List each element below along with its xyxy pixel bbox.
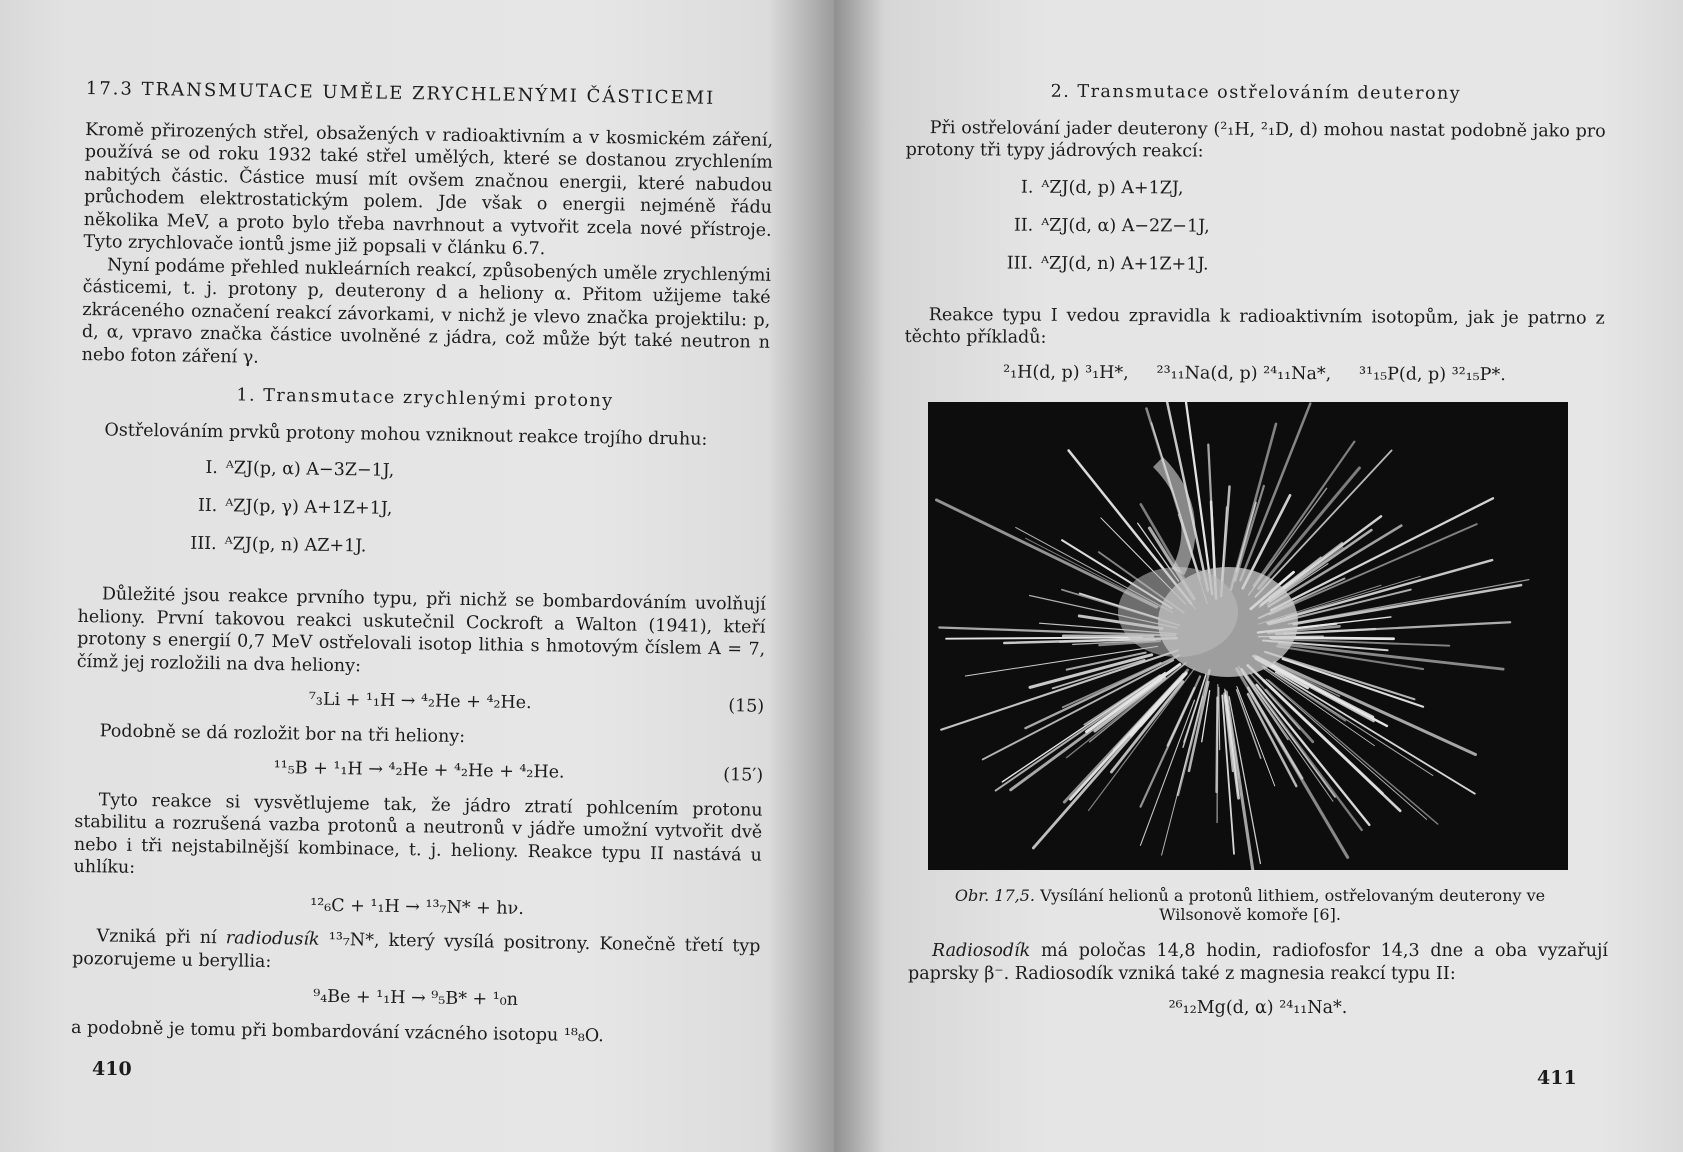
paragraph [908, 940, 1608, 985]
paragraph-text: Vzniká při ní [96, 926, 226, 949]
italic-term: radiodusík [225, 928, 320, 950]
paragraph [72, 925, 761, 981]
paragraph: Důležité jsou reakce prvního typu, při nichž se bombardováním uvolňují heliony. První takovou reakci uskutečnil Cockroft a Walton (1941), kteří protony s energií 0,7 MeV ostřelovali isotop lithia s hmotovým číslem A = 7, čímž jej rozložili na dva heliony: [76, 584, 766, 676]
reaction-formula: ᴬZJ(p, α) A−3Z−1J, [225, 458, 395, 481]
equation-formula: ¹²₆C + ¹₁H → ¹³₇N* + hν. [310, 895, 525, 919]
reaction-item [995, 252, 1605, 293]
equation-number: (15′) [723, 765, 764, 786]
reaction-formula: ᴬZJ(d, α) A−2Z−1J, [1041, 215, 1210, 237]
equation [904, 360, 1604, 386]
right-page-lower-content [908, 940, 1608, 1032]
reaction-item [995, 176, 1605, 217]
paragraph: Kromě přirozených střel, obsažených v radioaktivním a v kosmickém záření, používá se od roku 1932 také střel umělých, které se dostanou zrychlením nabitých částic. Částice musí mít ovšem značnou energii, které nabudou průchodem elektrostatickým polem. Jde však o energii nejméně řádu několika MeV, a proto bylo třeba navrhnout a vytvořit zcela nové přístroje. Tyto zrychlovače iontů jsme již popsali v článku 6.7. [83, 119, 774, 260]
reaction-number: II. [1013, 215, 1034, 236]
cloud-chamber-tracks-image [928, 402, 1568, 870]
paragraph: Podobně se dá rozložit bor na tři heliony: [99, 720, 466, 747]
reaction-list [995, 176, 1606, 293]
equation [71, 982, 759, 1015]
chapter-title: 17.3 TRANSMUTACE UMĚLE ZRYCHLENÝMI ČÁSTICEMI [85, 78, 716, 109]
section-title: 2. Transmutace ostřelováním deuterony [1050, 81, 1462, 104]
reaction-formula: ᴬZJ(p, γ) A+1Z+1J, [225, 496, 393, 519]
section-title: 1. Transmutace zrychlenými protony [236, 385, 614, 412]
reaction-number: III. [1006, 253, 1034, 274]
equation [75, 754, 763, 787]
equation-number: (15) [728, 696, 765, 717]
equation-formula: ⁷₃Li + ¹₁H → ⁴₂He + ⁴₂He. [308, 689, 532, 714]
paragraph: Tyto reakce si vysvětlujeme tak, že jádro ztratí pohlcením protonu stabilitu a rozrušená vazba protonů a neutronů v jádře umožní vytvořit dvě nebo i tři nejstabilnější kombinace, t. j. heliony. Reakce typu II nastává u uhlíku: [73, 789, 763, 878]
reaction-list [178, 457, 768, 580]
equation [73, 890, 761, 923]
paragraph: Při ostřelování jader deuterony (²₁H, ²₁D, d) mohou nastat podobně jako pro protony tři typy jádrových reakcí: [905, 117, 1606, 162]
paragraph: Reakce typu I vedou zpravidla k radioaktivním isotopům, jak je patrno z těchto příkladů: [904, 304, 1605, 348]
reaction-formula: ᴬZJ(d, n) A+1Z+1J. [1040, 253, 1209, 275]
equation-formula: ²₁H(d, p) ³₁H*, ²³₁₁Na(d, p) ²⁴₁₁Na*, ³¹₁₅P(d, p) ³²₁₅P*. [1003, 362, 1506, 385]
reaction-number: I. [205, 457, 219, 479]
equation-formula: ¹¹₅B + ¹₁H → ⁴₂He + ⁴₂He + ⁴₂He. [273, 758, 565, 783]
reaction-item [995, 214, 1605, 255]
reaction-item [178, 533, 767, 580]
paragraph: a podobně je tomu při bombardování vzácného isotopu ¹⁸₈O. [70, 1017, 604, 1046]
reaction-number: II. [197, 495, 218, 517]
figure-caption [940, 886, 1560, 924]
paragraph: Nyní podáme přehled nukleárních reakcí, způsobených uměle zrychlenými částicemi, t. j. protony p, deuterony d a heliony α. Přitom užijeme také zkráceného označení reakcí závorkami, v nichž je vlevo značka projektilu: p, d, α, vpravo značka částice uvolněné z jádra, což může být také neutron n nebo foton záření γ. [81, 254, 772, 368]
caption-label: Obr. 17,5. [954, 886, 1035, 905]
left-page [0, 0, 834, 1152]
paragraph-text: ¹³₇N*, který vysílá positrony. Konečně třetí typ pozorujeme u beryllia: [72, 929, 761, 972]
reaction-number: III. [190, 533, 217, 555]
page-number: 411 [1537, 1067, 1577, 1089]
caption-text: Vysílání helionů a protonů lithiem, ostřelovaným deuterony ve Wilsonově komoře [6]. [1040, 886, 1546, 924]
reaction-formula: ᴬZJ(p, n) AZ+1J. [224, 534, 367, 557]
equation-formula: ⁹₄Be + ¹₁H → ⁹₅B* + ¹₀n [313, 986, 519, 1010]
particle-track [1216, 698, 1217, 792]
paragraph-text: má poločas 14,8 hodin, radiofosfor 14,3 dne a oba vyzařují paprsky β⁻. Radiosodík vzniká také z magnesia reakcí typu II: [908, 941, 1608, 984]
equation-formula: ²⁶₁₂Mg(d, α) ²⁴₁₁Na*. [1168, 998, 1348, 1018]
equation [908, 997, 1608, 1020]
right-page-content [904, 80, 1606, 399]
paragraph: Ostřelováním prvků protony mohou vzniknout reakce trojího druhu: [104, 419, 708, 450]
left-page-content [71, 78, 774, 1050]
italic-term: Radiosodík [932, 941, 1031, 961]
page-number: 410 [92, 1058, 132, 1080]
equation [76, 685, 764, 718]
cloud-chamber-photo [928, 402, 1568, 870]
reaction-formula: ᴬZJ(d, p) A+1ZJ, [1041, 177, 1184, 198]
reaction-number: I. [1020, 177, 1034, 198]
